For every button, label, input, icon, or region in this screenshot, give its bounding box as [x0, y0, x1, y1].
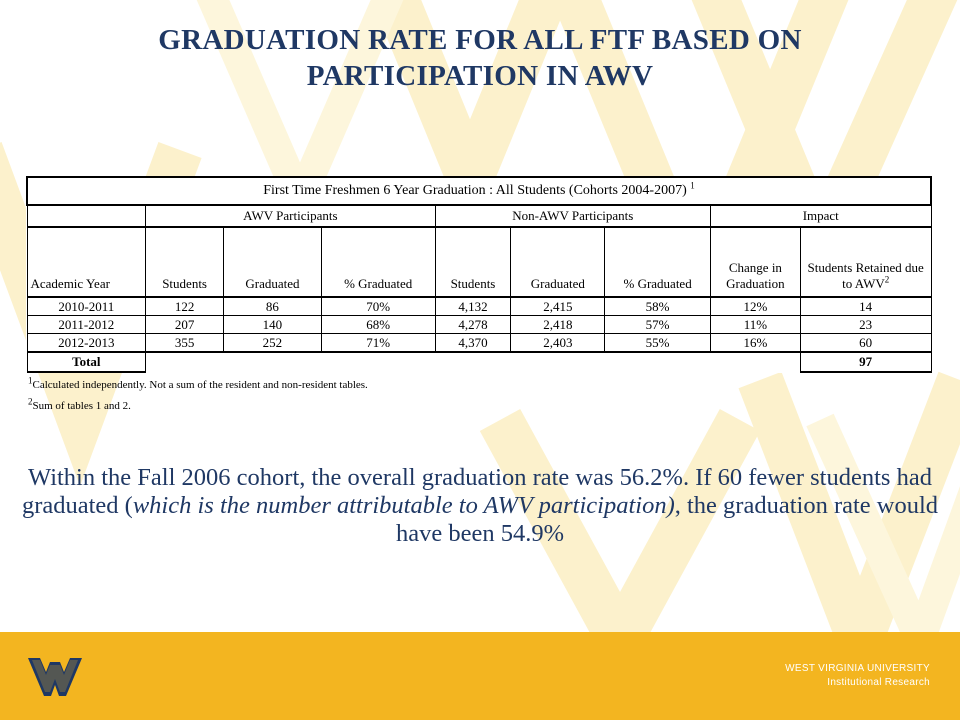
summary-part-1: Within the Fall 2006 cohort, the overall graduation rate was 56.2%. If 60 fewer students had graduated ( [21, 464, 932, 519]
table-title: First Time Freshmen 6 Year Graduation : All Students (Cohorts 2004-2007) [263, 183, 687, 198]
flying-wv-logo-icon [28, 652, 82, 698]
footnote-2-text: Sum of tables 1 and 2. [32, 400, 131, 412]
footer-branding [785, 662, 930, 690]
group-non-awv: Non-AWV Participants [435, 205, 710, 227]
footer-department: Institutional Research [827, 677, 930, 688]
table-title-cell [27, 177, 931, 205]
cell-year: 2010-2011 [27, 297, 146, 316]
cell-non-awv-students: 4,370 [435, 334, 511, 353]
title-line-2: PARTICIPATION IN AWV [306, 60, 654, 92]
cell-year: 2012-2013 [27, 334, 146, 353]
summary-italic: which is the number attributable to AWV participation) [132, 492, 675, 519]
footnotes [28, 375, 368, 420]
total-row [27, 352, 931, 372]
table-row [27, 316, 931, 334]
header-change-in-graduation: Change in Graduation [710, 227, 800, 297]
header-awv-pct-graduated: % Graduated [321, 227, 435, 297]
header-non-awv-pct-graduated: % Graduated [605, 227, 711, 297]
group-impact: Impact [710, 205, 931, 227]
group-awv: AWV Participants [146, 205, 435, 227]
cell-awv-students: 207 [146, 316, 224, 334]
footnote-1 [28, 375, 368, 393]
cell-non-awv-graduated: 2,418 [511, 316, 605, 334]
title-line-1: GRADUATION RATE FOR ALL FTF BASED ON [158, 24, 802, 56]
total-blank [146, 352, 801, 372]
header-awv-students: Students [146, 227, 224, 297]
summary-paragraph [4, 464, 956, 548]
cell-non-awv-pct: 55% [605, 334, 711, 353]
cell-non-awv-graduated: 2,415 [511, 297, 605, 316]
group-blank-cell [27, 205, 146, 227]
cell-retained: 23 [800, 316, 931, 334]
cell-awv-pct: 70% [321, 297, 435, 316]
cell-retained: 60 [800, 334, 931, 353]
cell-awv-pct: 68% [321, 316, 435, 334]
header-students-retained: Students Retained due to AWV [807, 260, 924, 291]
cell-non-awv-graduated: 2,403 [511, 334, 605, 353]
cell-change: 12% [710, 297, 800, 316]
cell-awv-students: 355 [146, 334, 224, 353]
cell-awv-graduated: 86 [224, 297, 322, 316]
slide-title [60, 22, 900, 94]
cell-change: 16% [710, 334, 800, 353]
total-value: 97 [800, 352, 931, 372]
table-title-footnote-ref: 1 [690, 180, 695, 191]
footer-university: WEST VIRGINIA UNIVERSITY [785, 663, 930, 674]
cell-awv-graduated: 252 [224, 334, 322, 353]
cell-retained: 14 [800, 297, 931, 316]
summary-part-2: , the graduation rate would have been 54.9% [395, 492, 939, 547]
table-row [27, 297, 931, 316]
header-awv-graduated: Graduated [224, 227, 322, 297]
cell-awv-graduated: 140 [224, 316, 322, 334]
cell-non-awv-students: 4,132 [435, 297, 511, 316]
cell-non-awv-pct: 58% [605, 297, 711, 316]
footnote-1-number: 1 [28, 375, 33, 386]
footnote-2-number: 2 [28, 396, 33, 407]
total-label: Total [27, 352, 146, 372]
cell-non-awv-students: 4,278 [435, 316, 511, 334]
footnote-1-text: Calculated independently. Not a sum of the resident and non-resident tables. [32, 379, 368, 391]
footnote-2 [28, 396, 368, 414]
graduation-table [26, 176, 932, 373]
graduation-table-container [26, 176, 932, 373]
cell-year: 2011-2012 [27, 316, 146, 334]
table-row [27, 334, 931, 353]
cell-change: 11% [710, 316, 800, 334]
cell-awv-pct: 71% [321, 334, 435, 353]
header-non-awv-graduated: Graduated [511, 227, 605, 297]
cell-non-awv-pct: 57% [605, 316, 711, 334]
header-retained-footnote-ref: 2 [884, 274, 890, 285]
header-non-awv-students: Students [435, 227, 511, 297]
header-academic-year: Academic Year [27, 227, 146, 297]
cell-awv-students: 122 [146, 297, 224, 316]
header-students-retained-cell [800, 227, 931, 297]
